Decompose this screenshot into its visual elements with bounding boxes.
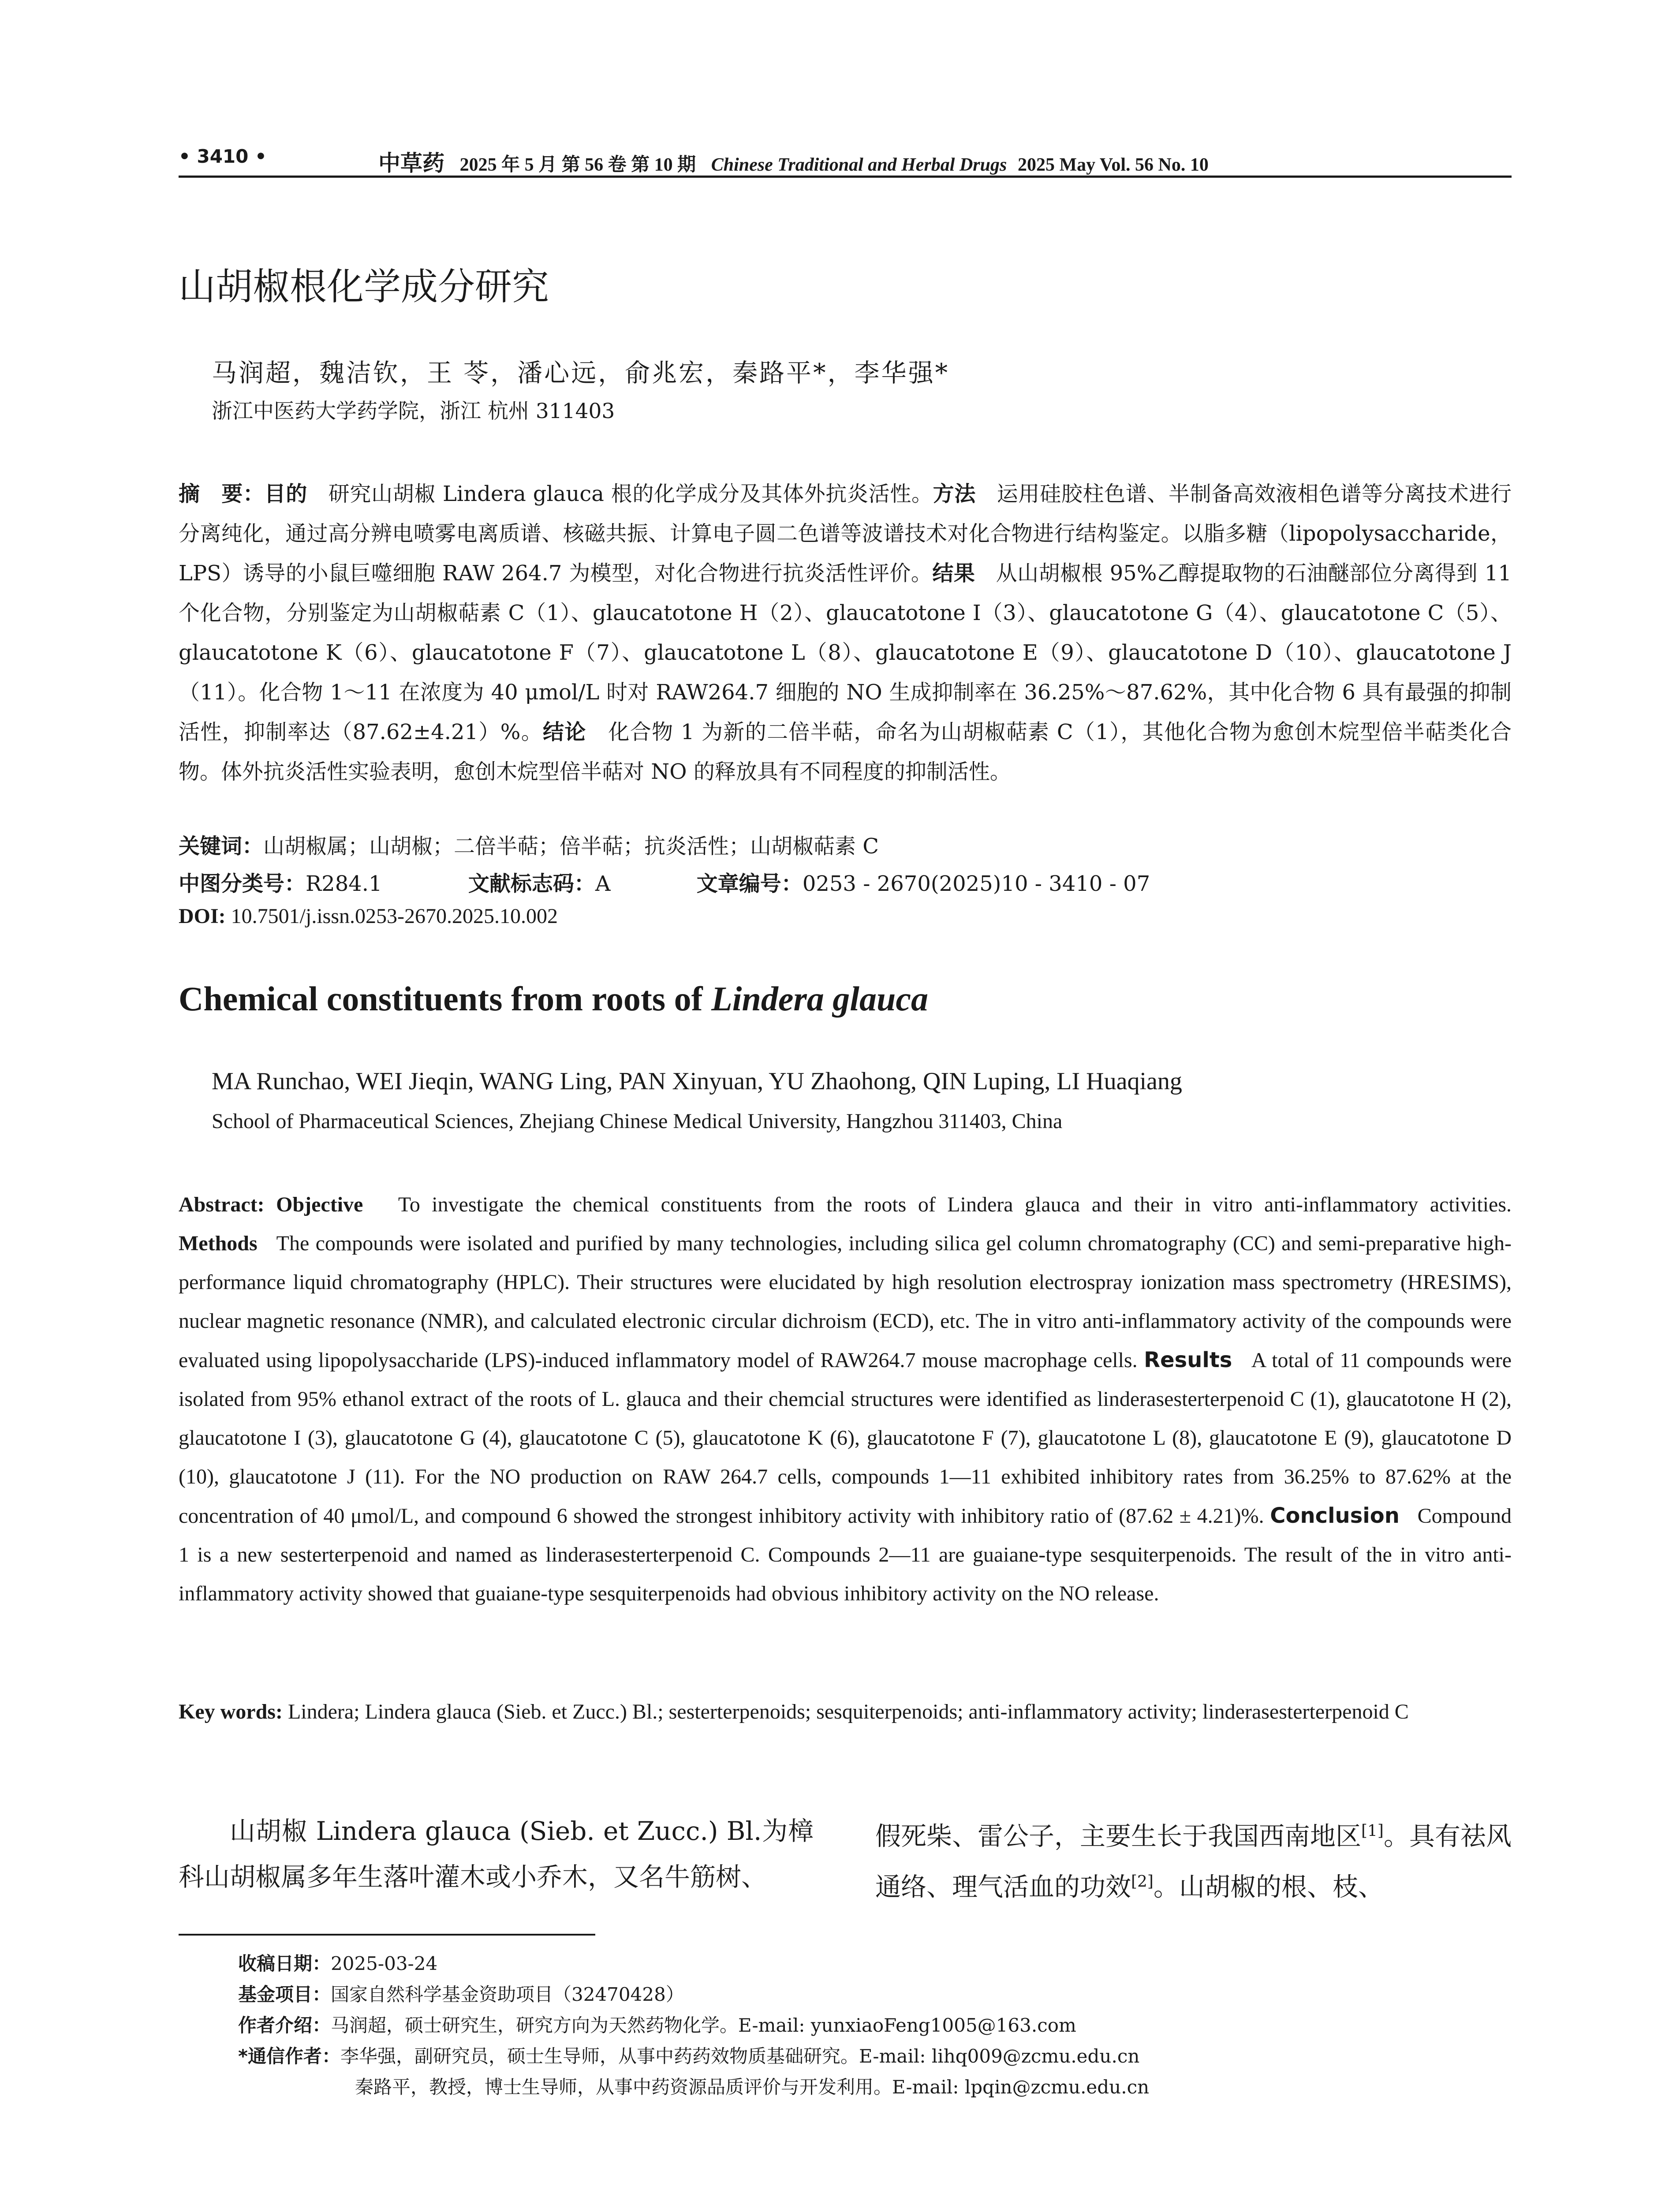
- footnote-received: [238, 1949, 437, 1976]
- article-no-label: 文章编号：: [696, 871, 803, 896]
- keywords-en-text: Lindera; Lindera glauca (Sieb. et Zucc.) Bl.; sesterterpenoids; sesquiterpenoids; anti-inflammatory activity; linderasesterterpenoid C: [287, 1700, 1409, 1723]
- fund-label: 基金项目：: [238, 1984, 331, 2005]
- affiliation-cn: 浙江中医药大学药学院，浙江 杭州 311403: [212, 399, 615, 423]
- corresponding-2: 秦路平，教授，博士生导师，从事中药资源品质评价与开发利用。E-mail: lpqin@zcmu.edu.cn: [355, 2076, 1150, 2098]
- abstract-cn-label: 摘 要：: [179, 482, 265, 506]
- objective-en-text: To investigate the chemical constituents from the roots of Lindera glauca and their in vitro anti-inflammatory activities.: [398, 1193, 1512, 1216]
- results-en-label: Results: [1144, 1348, 1232, 1372]
- corresponding-1: 李华强，副研究员，硕士生导师，从事中药药效物质基础研究。E-mail: lihq009@zcmu.edu.cn: [340, 2045, 1140, 2067]
- methods-en-label: Methods: [179, 1232, 258, 1255]
- body-right-text-3: 。山胡椒的根、枝、: [1153, 1872, 1384, 1902]
- doi: [179, 904, 558, 928]
- keywords-en: [179, 1693, 1512, 1731]
- clc-value: R284.1: [306, 871, 382, 896]
- conclusion-en-label: Conclusion: [1270, 1503, 1400, 1528]
- header-rule: [179, 176, 1512, 178]
- doi-label: DOI:: [179, 904, 226, 928]
- reference-1[interactable]: [1]: [1361, 1822, 1384, 1840]
- keywords-cn: [179, 829, 879, 860]
- classification-cn: [179, 867, 1150, 897]
- author-info-label: 作者介绍：: [238, 2014, 331, 2036]
- objective-cn-text: 研究山胡椒 Lindera glauca 根的化学成分及其体外抗炎活性。: [328, 482, 933, 506]
- body-column-right: [875, 1808, 1512, 1910]
- conclusion-cn-label: 结论: [543, 720, 586, 744]
- title-cn: 山胡椒根化学成分研究: [179, 265, 549, 308]
- body-right-text-2: 。具有祛风通络、理气活血的功效: [875, 1821, 1512, 1902]
- clc-label: 中图分类号：: [179, 871, 306, 896]
- affiliation-en: School of Pharmaceutical Sciences, Zhejiang Chinese Medical University, Hangzhou 311403, China: [212, 1110, 1063, 1133]
- corresponding-label: *通信作者：: [238, 2045, 340, 2067]
- title-en-species: Lindera glauca: [711, 979, 928, 1018]
- journal-name-en: Chinese Traditional and Herbal Drugs: [711, 155, 1007, 175]
- issue-cn: 2025 年 5 月 第 56 卷 第 10 期: [459, 155, 696, 175]
- title-en-prefix: Chemical constituents from roots of: [179, 979, 712, 1018]
- results-cn-label: 结果: [932, 561, 975, 586]
- body-right-text-1: 假死柴、雷公子，主要生长于我国西南地区: [875, 1821, 1362, 1851]
- reference-2[interactable]: [2]: [1131, 1872, 1154, 1891]
- footnote-corresponding: [238, 2042, 1139, 2068]
- received-label: 收稿日期：: [238, 1953, 331, 1974]
- abstract-en: [179, 1185, 1512, 1613]
- methods-cn-text: 运用硅胶柱色谱、半制备高效液相色谱等分离技术进行分离纯化，通过高分辨电喷雾电离质谱、核磁共振、计算电子圆二色谱等波谱技术对化合物进行结构鉴定。以脂多糖（lipopolysaccharide，LPS）诱导的小鼠巨噬细胞 RAW 264.7 为模型，对化合物进行抗炎活性评价。: [179, 482, 1512, 586]
- doi-value[interactable]: 10.7501/j.issn.0253-2670.2025.10.002: [231, 904, 558, 928]
- keywords-cn-label: 关键词：: [179, 834, 264, 859]
- doc-code-label: 文献标志码：: [468, 871, 595, 896]
- authors-cn: 马润超，魏洁钦，王 苓，潘心远，俞兆宏，秦路平*，李华强*: [212, 359, 950, 388]
- authors-en: MA Runchao, WEI Jieqin, WANG Ling, PAN Xinyuan, YU Zhaohong, QIN Luping, LI Huaqiang: [212, 1068, 1182, 1095]
- results-en-text: A total of 11 compounds were isolated from 95% ethanol extract of the roots of L. glauca and their chemcial structures were identified as linderasesterterpenoid C (1), glaucatotone H (2), glaucatotone I (3), glaucatotone G (4), glaucatotone C (5), glaucatotone K (6), glaucatotone F (7), glaucatotone L (8), glaucatotone E (9), glaucatotone D (10), glaucatotone J (11). For the NO production on RAW 264.7 cells, compounds 1—11 exhibited inhibitory rates from 36.25% to 87.62% at the concentration of 40 μmol/L, and compound 6 showed the strongest inhibitory activity with inhibitory ratio of (87.62 ± 4.21)%.: [179, 1349, 1512, 1528]
- footnote-fund: [238, 1980, 684, 2007]
- abstract-en-label: Abstract:: [179, 1193, 265, 1216]
- fund-value: 国家自然科学基金资助项目（32470428）: [331, 1984, 684, 2005]
- results-cn-text: 从山胡椒根 95%乙醇提取物的石油醚部位分离得到 11 个化合物，分别鉴定为山胡椒萜素 C（1）、glaucatotone H（2）、glaucatotone I（3）、glaucatotone G（4）、glaucatotone C（5）、glaucatotone K（6）、glaucatotone F（7）、glaucatotone L（8）、glaucatotone E（9）、glaucatotone D（10）、glaucatotone J（11）。化合物 1～11 在浓度为 40 μmol/L 时对 RAW264.7 细胞的 NO 生成抑制率在 36.25%～87.62%，其中化合物 6 具有最强的抑制活性，抑制率达（87.62±4.21）%。: [179, 561, 1512, 744]
- page-number: • 3410 •: [179, 146, 267, 167]
- body-column-left: 山胡椒 Lindera glauca (Sieb. et Zucc.) Bl.为樟科山胡椒属多年生落叶灌木或小乔木，又名牛筋树、: [179, 1816, 814, 1892]
- article-no-value: 0253 - 2670(2025)10 - 3410 - 07: [802, 871, 1150, 896]
- methods-en-text: The compounds were isolated and purified by many technologies, including silica gel column chromatography (CC) and semi-preparative high-performance liquid chromatography (HPLC). Their structures were elucidated by high resolution electrospray ionization mass spectrometry (HRESIMS), nuclear magnetic resonance (NMR), and calculated electronic circular dichroism (ECD), etc. The in vitro anti-inflammatory activity of the compounds were evaluated using lipopolysaccharide (LPS)-induced inflammatory model of RAW264.7 mouse macrophage cells.: [179, 1232, 1512, 1372]
- keywords-cn-text: 山胡椒属；山胡椒；二倍半萜；倍半萜；抗炎活性；山胡椒萜素 C: [263, 834, 879, 859]
- doc-code-value: A: [595, 871, 611, 896]
- footnote-rule: [179, 1934, 595, 1936]
- methods-cn-label: 方法: [933, 482, 976, 506]
- conclusion-cn-text: 化合物 1 为新的二倍半萜，命名为山胡椒萜素 C（1），其他化合物为愈创木烷型倍半萜类化合物。体外抗炎活性实验表明，愈创木烷型倍半萜对 NO 的释放具有不同程度的抑制活性。: [179, 720, 1512, 784]
- received-value: 2025-03-24: [331, 1953, 438, 1974]
- abstract-cn: [179, 474, 1512, 792]
- issue-en: 2025 May Vol. 56 No. 10: [1017, 155, 1209, 175]
- objective-en-label: Objective: [276, 1193, 363, 1216]
- journal-name-cn: 中草药: [378, 150, 444, 176]
- objective-cn-label: 目的: [264, 482, 307, 506]
- title-en: [179, 979, 928, 1019]
- conclusion-en-text: Compound 1 is a new sesterterpenoid and named as linderasesterterpenoid C. Compounds 2—11 are guaiane-type sesquiterpenoids. The result of the in vitro anti-inflammatory activity showed that guaiane-type sesquiterpenoids had obvious inhibitory activity on the NO release.: [179, 1504, 1512, 1605]
- author-info-value: 马润超，硕士研究生，研究方向为天然药物化学。E-mail: yunxiaoFeng1005@163.com: [331, 2014, 1076, 2036]
- keywords-en-label: Key words:: [179, 1700, 283, 1723]
- running-header: [378, 146, 1209, 177]
- footnote-author: [238, 2011, 1076, 2037]
